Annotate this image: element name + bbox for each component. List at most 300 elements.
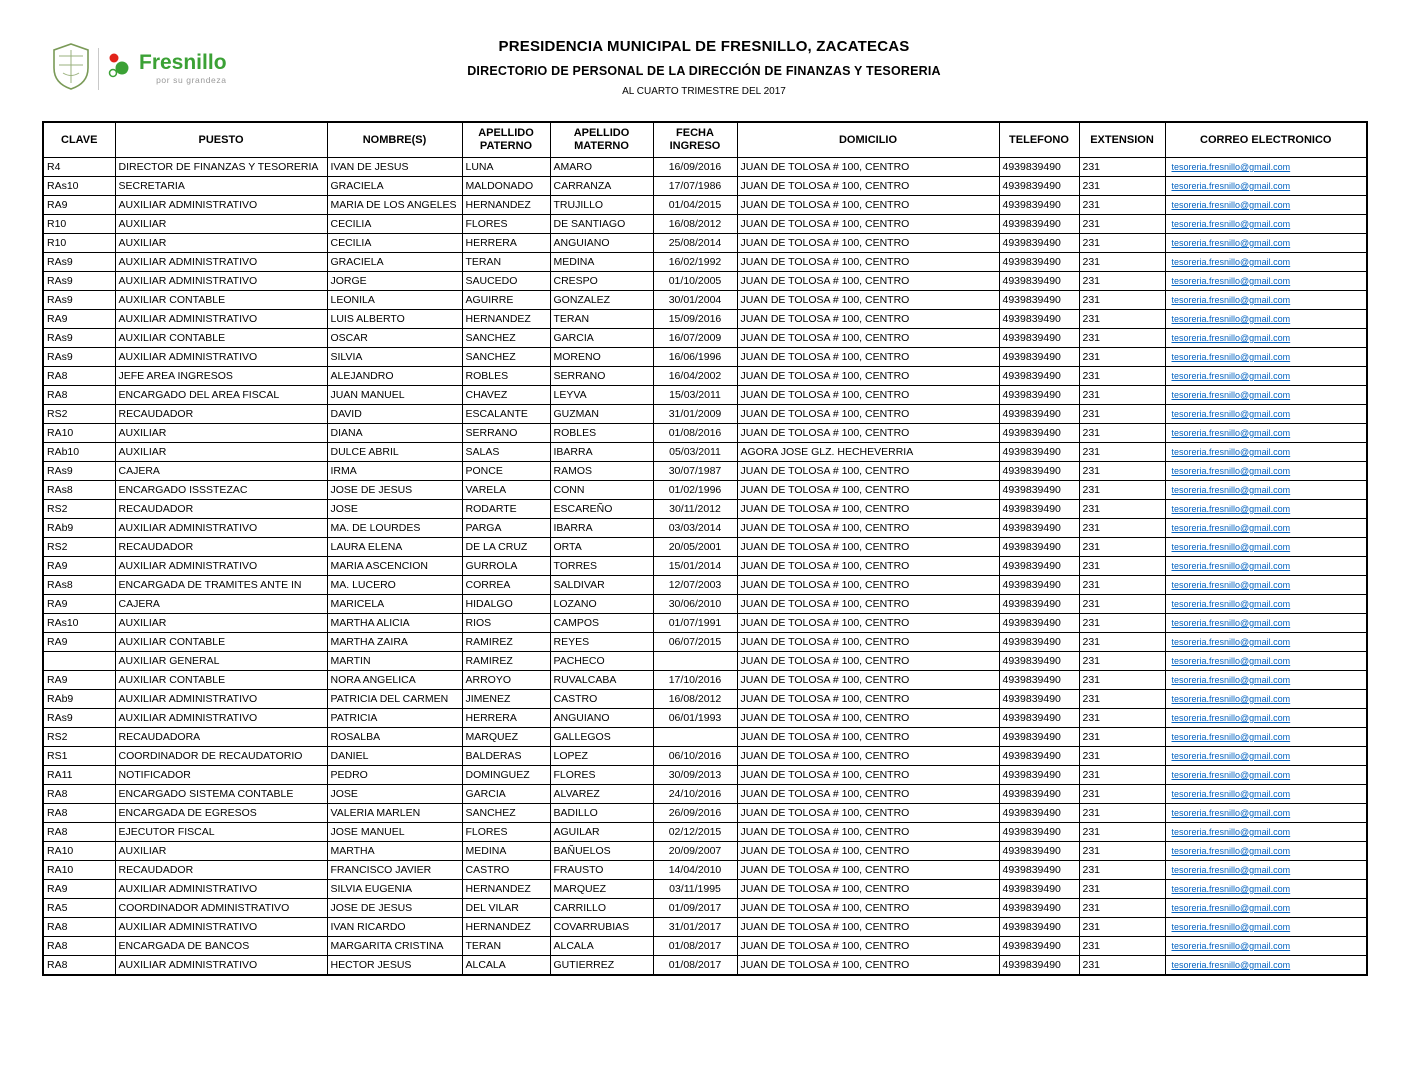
cell-puesto: ENCARGADA DE BANCOS (115, 937, 327, 956)
cell-ap-materno: TERAN (550, 310, 653, 329)
cell-ap-paterno: VARELA (462, 481, 550, 500)
cell-puesto: RECAUDADOR (115, 861, 327, 880)
cell-fecha: 14/04/2010 (653, 861, 737, 880)
email-link[interactable]: tesoreria.fresnillo@gmail.com (1171, 447, 1291, 457)
email-link[interactable]: tesoreria.fresnillo@gmail.com (1171, 181, 1291, 191)
table-row (43, 481, 1367, 500)
cell-domicilio: JUAN DE TOLOSA # 100, CENTRO (737, 424, 999, 443)
table-row (43, 348, 1367, 367)
column-header-correo: CORREO ELECTRONICO (1165, 122, 1367, 158)
cell-extension: 231 (1079, 329, 1165, 348)
email-link[interactable]: tesoreria.fresnillo@gmail.com (1171, 466, 1291, 476)
cell-extension: 231 (1079, 291, 1165, 310)
cell-clave: RA8 (43, 937, 115, 956)
email-link[interactable]: tesoreria.fresnillo@gmail.com (1171, 713, 1291, 723)
cell-fecha: 03/03/2014 (653, 519, 737, 538)
cell-correo (1165, 291, 1367, 310)
email-link[interactable]: tesoreria.fresnillo@gmail.com (1171, 219, 1291, 229)
email-link[interactable]: tesoreria.fresnillo@gmail.com (1171, 732, 1291, 742)
cell-domicilio: JUAN DE TOLOSA # 100, CENTRO (737, 462, 999, 481)
cell-ap-paterno: DOMINGUEZ (462, 766, 550, 785)
cell-nombres: FRANCISCO JAVIER (327, 861, 462, 880)
cell-extension: 231 (1079, 253, 1165, 272)
email-link[interactable]: tesoreria.fresnillo@gmail.com (1171, 523, 1291, 533)
email-link[interactable]: tesoreria.fresnillo@gmail.com (1171, 200, 1291, 210)
cell-correo (1165, 348, 1367, 367)
cell-domicilio: JUAN DE TOLOSA # 100, CENTRO (737, 253, 999, 272)
cell-correo (1165, 880, 1367, 899)
cell-domicilio: JUAN DE TOLOSA # 100, CENTRO (737, 576, 999, 595)
cell-clave: RAs9 (43, 462, 115, 481)
cell-ap-materno: AMARO (550, 158, 653, 177)
logo-brand: Fresnillo (139, 51, 227, 74)
email-link[interactable]: tesoreria.fresnillo@gmail.com (1171, 751, 1291, 761)
cell-clave: RS2 (43, 405, 115, 424)
cell-ap-paterno: MARQUEZ (462, 728, 550, 747)
cell-clave: RA9 (43, 196, 115, 215)
cell-nombres: ALEJANDRO (327, 367, 462, 386)
table-row (43, 899, 1367, 918)
email-link[interactable]: tesoreria.fresnillo@gmail.com (1171, 675, 1291, 685)
cell-domicilio: JUAN DE TOLOSA # 100, CENTRO (737, 500, 999, 519)
cell-telefono: 4939839490 (999, 234, 1079, 253)
cell-correo (1165, 785, 1367, 804)
cell-ap-materno: ALVAREZ (550, 785, 653, 804)
table-row (43, 500, 1367, 519)
cell-domicilio: JUAN DE TOLOSA # 100, CENTRO (737, 348, 999, 367)
cell-fecha: 30/01/2004 (653, 291, 737, 310)
cell-ap-materno: BADILLO (550, 804, 653, 823)
cell-puesto: RECAUDADOR (115, 500, 327, 519)
table-row (43, 177, 1367, 196)
cell-ap-paterno: RIOS (462, 614, 550, 633)
cell-puesto: EJECUTOR FISCAL (115, 823, 327, 842)
cell-extension: 231 (1079, 348, 1165, 367)
email-link[interactable]: tesoreria.fresnillo@gmail.com (1171, 504, 1291, 514)
cell-ap-materno: CRESPO (550, 272, 653, 291)
table-row (43, 557, 1367, 576)
cell-correo (1165, 937, 1367, 956)
cell-puesto: AUXILIAR (115, 842, 327, 861)
cell-extension: 231 (1079, 576, 1165, 595)
cell-nombres: OSCAR (327, 329, 462, 348)
email-link[interactable]: tesoreria.fresnillo@gmail.com (1171, 656, 1291, 666)
cell-telefono: 4939839490 (999, 861, 1079, 880)
table-row (43, 918, 1367, 937)
cell-domicilio: JUAN DE TOLOSA # 100, CENTRO (737, 329, 999, 348)
cell-puesto: ENCARGADO ISSSTEZAC (115, 481, 327, 500)
cell-domicilio: JUAN DE TOLOSA # 100, CENTRO (737, 880, 999, 899)
email-link[interactable]: tesoreria.fresnillo@gmail.com (1171, 257, 1291, 267)
email-link[interactable]: tesoreria.fresnillo@gmail.com (1171, 542, 1291, 552)
cell-extension: 231 (1079, 652, 1165, 671)
cell-telefono: 4939839490 (999, 804, 1079, 823)
cell-ap-paterno: RODARTE (462, 500, 550, 519)
cell-domicilio: JUAN DE TOLOSA # 100, CENTRO (737, 690, 999, 709)
cell-fecha: 25/08/2014 (653, 234, 737, 253)
table-row (43, 386, 1367, 405)
cell-extension: 231 (1079, 842, 1165, 861)
cell-clave: RA9 (43, 633, 115, 652)
email-link[interactable]: tesoreria.fresnillo@gmail.com (1171, 162, 1291, 172)
cell-extension: 231 (1079, 861, 1165, 880)
cell-domicilio: JUAN DE TOLOSA # 100, CENTRO (737, 595, 999, 614)
cell-domicilio: JUAN DE TOLOSA # 100, CENTRO (737, 557, 999, 576)
cell-extension: 231 (1079, 196, 1165, 215)
table-row (43, 747, 1367, 766)
cell-extension: 231 (1079, 671, 1165, 690)
cell-nombres: MARICELA (327, 595, 462, 614)
cell-extension: 231 (1079, 633, 1165, 652)
cell-domicilio: JUAN DE TOLOSA # 100, CENTRO (737, 614, 999, 633)
cell-ap-paterno: AGUIRRE (462, 291, 550, 310)
municipal-crest-icon (52, 42, 90, 95)
cell-correo (1165, 424, 1367, 443)
cell-correo (1165, 899, 1367, 918)
cell-fecha: 01/10/2005 (653, 272, 737, 291)
cell-ap-paterno: LUNA (462, 158, 550, 177)
cell-puesto: AUXILIAR (115, 614, 327, 633)
cell-nombres: GRACIELA (327, 253, 462, 272)
cell-telefono: 4939839490 (999, 196, 1079, 215)
cell-clave: RAs10 (43, 614, 115, 633)
cell-telefono: 4939839490 (999, 443, 1079, 462)
cell-fecha: 17/10/2016 (653, 671, 737, 690)
cell-correo (1165, 367, 1367, 386)
table-row (43, 538, 1367, 557)
cell-telefono: 4939839490 (999, 481, 1079, 500)
cell-correo (1165, 196, 1367, 215)
cell-extension: 231 (1079, 709, 1165, 728)
cell-telefono: 4939839490 (999, 766, 1079, 785)
email-link[interactable]: tesoreria.fresnillo@gmail.com (1171, 884, 1291, 894)
cell-clave: RS1 (43, 747, 115, 766)
cell-nombres: MA. DE LOURDES (327, 519, 462, 538)
cell-fecha (653, 652, 737, 671)
cell-ap-paterno: CHAVEZ (462, 386, 550, 405)
cell-ap-paterno: HERRERA (462, 234, 550, 253)
cell-correo (1165, 215, 1367, 234)
cell-ap-paterno: GARCIA (462, 785, 550, 804)
cell-correo (1165, 443, 1367, 462)
cell-fecha: 01/02/1996 (653, 481, 737, 500)
column-header-puesto: PUESTO (115, 122, 327, 158)
cell-ap-paterno: TERAN (462, 937, 550, 956)
cell-fecha: 16/08/2012 (653, 690, 737, 709)
column-header-clave: CLAVE (43, 122, 115, 158)
cell-clave: RA11 (43, 766, 115, 785)
table-row (43, 443, 1367, 462)
cell-correo (1165, 177, 1367, 196)
cell-puesto: AUXILIAR CONTABLE (115, 291, 327, 310)
cell-extension: 231 (1079, 158, 1165, 177)
cell-ap-paterno: SERRANO (462, 424, 550, 443)
cell-ap-materno: TRUJILLO (550, 196, 653, 215)
email-link[interactable]: tesoreria.fresnillo@gmail.com (1171, 827, 1291, 837)
cell-ap-paterno: SANCHEZ (462, 348, 550, 367)
cell-domicilio: AGORA JOSE GLZ. HECHEVERRIA (737, 443, 999, 462)
cell-clave: RAs9 (43, 253, 115, 272)
cell-clave: RA5 (43, 899, 115, 918)
cell-clave: RA9 (43, 880, 115, 899)
cell-puesto: AUXILIAR ADMINISTRATIVO (115, 272, 327, 291)
cell-extension: 231 (1079, 937, 1165, 956)
cell-domicilio: JUAN DE TOLOSA # 100, CENTRO (737, 158, 999, 177)
cell-puesto: AUXILIAR ADMINISTRATIVO (115, 557, 327, 576)
table-row (43, 956, 1367, 976)
cell-telefono: 4939839490 (999, 310, 1079, 329)
cell-fecha: 16/06/1996 (653, 348, 737, 367)
cell-fecha: 16/08/2012 (653, 215, 737, 234)
cell-clave: RAb9 (43, 519, 115, 538)
cell-ap-paterno: JIMENEZ (462, 690, 550, 709)
cell-puesto: JEFE AREA INGRESOS (115, 367, 327, 386)
cell-ap-paterno: FLORES (462, 215, 550, 234)
cell-puesto: COORDINADOR ADMINISTRATIVO (115, 899, 327, 918)
email-link[interactable]: tesoreria.fresnillo@gmail.com (1171, 352, 1291, 362)
cell-correo (1165, 519, 1367, 538)
cell-nombres: HECTOR JESUS (327, 956, 462, 976)
cell-clave: RAb10 (43, 443, 115, 462)
cell-clave: RAs9 (43, 272, 115, 291)
cell-fecha: 17/07/1986 (653, 177, 737, 196)
cell-puesto: CAJERA (115, 595, 327, 614)
email-link[interactable]: tesoreria.fresnillo@gmail.com (1171, 580, 1291, 590)
cell-correo (1165, 614, 1367, 633)
table-row (43, 880, 1367, 899)
cell-puesto: AUXILIAR ADMINISTRATIVO (115, 253, 327, 272)
email-link[interactable]: tesoreria.fresnillo@gmail.com (1171, 903, 1291, 913)
table-row (43, 766, 1367, 785)
table-row (43, 633, 1367, 652)
table-row (43, 785, 1367, 804)
cell-extension: 231 (1079, 785, 1165, 804)
table-row (43, 671, 1367, 690)
cell-nombres: DIANA (327, 424, 462, 443)
cell-nombres: MARGARITA CRISTINA (327, 937, 462, 956)
cell-nombres: MARTHA (327, 842, 462, 861)
table-row (43, 842, 1367, 861)
email-link[interactable]: tesoreria.fresnillo@gmail.com (1171, 846, 1291, 856)
email-link[interactable]: tesoreria.fresnillo@gmail.com (1171, 238, 1291, 248)
cell-fecha: 06/01/1993 (653, 709, 737, 728)
cell-extension: 231 (1079, 177, 1165, 196)
email-link[interactable]: tesoreria.fresnillo@gmail.com (1171, 922, 1291, 932)
cell-puesto: AUXILIAR ADMINISTRATIVO (115, 310, 327, 329)
cell-telefono: 4939839490 (999, 158, 1079, 177)
cell-fecha: 03/11/1995 (653, 880, 737, 899)
cell-correo (1165, 728, 1367, 747)
column-header-telefono: TELEFONO (999, 122, 1079, 158)
email-link[interactable]: tesoreria.fresnillo@gmail.com (1171, 314, 1291, 324)
cell-ap-materno: COVARRUBIAS (550, 918, 653, 937)
cell-extension: 231 (1079, 386, 1165, 405)
cell-correo (1165, 652, 1367, 671)
cell-nombres: DAVID (327, 405, 462, 424)
cell-domicilio: JUAN DE TOLOSA # 100, CENTRO (737, 405, 999, 424)
email-link[interactable]: tesoreria.fresnillo@gmail.com (1171, 371, 1291, 381)
cell-fecha: 06/07/2015 (653, 633, 737, 652)
cell-telefono: 4939839490 (999, 709, 1079, 728)
cell-correo (1165, 709, 1367, 728)
email-link[interactable]: tesoreria.fresnillo@gmail.com (1171, 941, 1291, 951)
cell-telefono: 4939839490 (999, 956, 1079, 976)
column-header-nombres: NOMBRE(S) (327, 122, 462, 158)
email-link[interactable]: tesoreria.fresnillo@gmail.com (1171, 390, 1291, 400)
cell-ap-paterno: SAUCEDO (462, 272, 550, 291)
header-row (43, 122, 1367, 158)
email-link[interactable]: tesoreria.fresnillo@gmail.com (1171, 428, 1291, 438)
cell-domicilio: JUAN DE TOLOSA # 100, CENTRO (737, 386, 999, 405)
cell-clave: RAs10 (43, 177, 115, 196)
email-link[interactable]: tesoreria.fresnillo@gmail.com (1171, 333, 1291, 343)
cell-clave: RAs8 (43, 576, 115, 595)
page-subtitle: DIRECTORIO DE PERSONAL DE LA DIRECCIÓN DE FINANZAS Y TESORERIA (467, 64, 941, 78)
cell-clave: RA9 (43, 595, 115, 614)
cell-ap-paterno: SANCHEZ (462, 329, 550, 348)
email-link[interactable]: tesoreria.fresnillo@gmail.com (1171, 770, 1291, 780)
cell-ap-paterno: FLORES (462, 823, 550, 842)
cell-clave: RA10 (43, 861, 115, 880)
table-row (43, 291, 1367, 310)
cell-ap-materno: AGUILAR (550, 823, 653, 842)
email-link[interactable]: tesoreria.fresnillo@gmail.com (1171, 637, 1291, 647)
cell-extension: 231 (1079, 880, 1165, 899)
cell-clave: RAs9 (43, 291, 115, 310)
cell-puesto: RECAUDADOR (115, 405, 327, 424)
cell-nombres: GRACIELA (327, 177, 462, 196)
cell-nombres: CECILIA (327, 215, 462, 234)
cell-domicilio: JUAN DE TOLOSA # 100, CENTRO (737, 234, 999, 253)
cell-fecha: 16/09/2016 (653, 158, 737, 177)
cell-puesto: DIRECTOR DE FINANZAS Y TESORERIA (115, 158, 327, 177)
cell-puesto: AUXILIAR ADMINISTRATIVO (115, 348, 327, 367)
email-link[interactable]: tesoreria.fresnillo@gmail.com (1171, 808, 1291, 818)
email-link[interactable]: tesoreria.fresnillo@gmail.com (1171, 276, 1291, 286)
cell-correo (1165, 747, 1367, 766)
cell-telefono: 4939839490 (999, 880, 1079, 899)
cell-ap-materno: IBARRA (550, 443, 653, 462)
cell-telefono: 4939839490 (999, 424, 1079, 443)
email-link[interactable]: tesoreria.fresnillo@gmail.com (1171, 865, 1291, 875)
cell-extension: 231 (1079, 500, 1165, 519)
cell-telefono: 4939839490 (999, 937, 1079, 956)
cell-ap-materno: GUTIERREZ (550, 956, 653, 976)
cell-fecha: 30/06/2010 (653, 595, 737, 614)
page-title: PRESIDENCIA MUNICIPAL DE FRESNILLO, ZACATECAS (498, 38, 910, 55)
cell-domicilio: JUAN DE TOLOSA # 100, CENTRO (737, 956, 999, 976)
cell-domicilio: JUAN DE TOLOSA # 100, CENTRO (737, 196, 999, 215)
cell-nombres: JOSE (327, 500, 462, 519)
cell-ap-paterno: HERRERA (462, 709, 550, 728)
cell-domicilio: JUAN DE TOLOSA # 100, CENTRO (737, 481, 999, 500)
cell-telefono: 4939839490 (999, 329, 1079, 348)
cell-extension: 231 (1079, 519, 1165, 538)
cell-domicilio: JUAN DE TOLOSA # 100, CENTRO (737, 823, 999, 842)
cell-domicilio: JUAN DE TOLOSA # 100, CENTRO (737, 310, 999, 329)
cell-nombres: MARIA DE LOS ANGELES (327, 196, 462, 215)
cell-telefono: 4939839490 (999, 538, 1079, 557)
cell-ap-paterno: ESCALANTE (462, 405, 550, 424)
email-link[interactable]: tesoreria.fresnillo@gmail.com (1171, 618, 1291, 628)
cell-correo (1165, 956, 1367, 976)
table-row (43, 329, 1367, 348)
cell-puesto: CAJERA (115, 462, 327, 481)
cell-fecha: 06/10/2016 (653, 747, 737, 766)
cell-ap-materno: GARCIA (550, 329, 653, 348)
cell-fecha: 16/07/2009 (653, 329, 737, 348)
cell-fecha: 24/10/2016 (653, 785, 737, 804)
table-row (43, 462, 1367, 481)
page-period: AL CUARTO TRIMESTRE DEL 2017 (622, 86, 786, 97)
cell-fecha: 12/07/2003 (653, 576, 737, 595)
cell-ap-paterno: SANCHEZ (462, 804, 550, 823)
cell-puesto: ENCARGADA DE TRAMITES ANTE IN (115, 576, 327, 595)
table-row (43, 690, 1367, 709)
cell-telefono: 4939839490 (999, 595, 1079, 614)
cell-puesto: RECAUDADORA (115, 728, 327, 747)
email-link[interactable]: tesoreria.fresnillo@gmail.com (1171, 599, 1291, 609)
cell-telefono: 4939839490 (999, 899, 1079, 918)
cell-nombres: IRMA (327, 462, 462, 481)
cell-nombres: SILVIA (327, 348, 462, 367)
cell-puesto: SECRETARIA (115, 177, 327, 196)
cell-fecha: 31/01/2017 (653, 918, 737, 937)
cell-nombres: NORA ANGELICA (327, 671, 462, 690)
cell-telefono: 4939839490 (999, 462, 1079, 481)
cell-clave: RAs8 (43, 481, 115, 500)
cell-nombres: CECILIA (327, 234, 462, 253)
cell-extension: 231 (1079, 747, 1165, 766)
cell-fecha: 26/09/2016 (653, 804, 737, 823)
table-body (43, 158, 1367, 976)
cell-ap-paterno: HERNANDEZ (462, 918, 550, 937)
cell-domicilio: JUAN DE TOLOSA # 100, CENTRO (737, 842, 999, 861)
cell-telefono: 4939839490 (999, 500, 1079, 519)
email-link[interactable]: tesoreria.fresnillo@gmail.com (1171, 295, 1291, 305)
cell-ap-paterno: SALAS (462, 443, 550, 462)
email-link[interactable]: tesoreria.fresnillo@gmail.com (1171, 694, 1291, 704)
cell-nombres: PEDRO (327, 766, 462, 785)
cell-extension: 231 (1079, 823, 1165, 842)
cell-nombres: MARIA ASCENCION (327, 557, 462, 576)
email-link[interactable]: tesoreria.fresnillo@gmail.com (1171, 561, 1291, 571)
cell-correo (1165, 823, 1367, 842)
table-row (43, 519, 1367, 538)
cell-clave: RAs9 (43, 329, 115, 348)
cell-domicilio: JUAN DE TOLOSA # 100, CENTRO (737, 652, 999, 671)
email-link[interactable]: tesoreria.fresnillo@gmail.com (1171, 409, 1291, 419)
cell-ap-materno: CARRILLO (550, 899, 653, 918)
cell-ap-paterno: CASTRO (462, 861, 550, 880)
cell-nombres: VALERIA MARLEN (327, 804, 462, 823)
cell-puesto: AUXILIAR CONTABLE (115, 633, 327, 652)
table-row (43, 728, 1367, 747)
email-link[interactable]: tesoreria.fresnillo@gmail.com (1171, 485, 1291, 495)
cell-puesto: AUXILIAR CONTABLE (115, 671, 327, 690)
cell-extension: 231 (1079, 690, 1165, 709)
cell-clave: RA8 (43, 956, 115, 976)
cell-extension: 231 (1079, 310, 1165, 329)
email-link[interactable]: tesoreria.fresnillo@gmail.com (1171, 789, 1291, 799)
email-link[interactable]: tesoreria.fresnillo@gmail.com (1171, 960, 1291, 970)
cell-fecha: 15/03/2011 (653, 386, 737, 405)
cell-domicilio: JUAN DE TOLOSA # 100, CENTRO (737, 766, 999, 785)
cell-clave (43, 652, 115, 671)
cell-clave: RAb9 (43, 690, 115, 709)
cell-domicilio: JUAN DE TOLOSA # 100, CENTRO (737, 538, 999, 557)
cell-domicilio: JUAN DE TOLOSA # 100, CENTRO (737, 215, 999, 234)
